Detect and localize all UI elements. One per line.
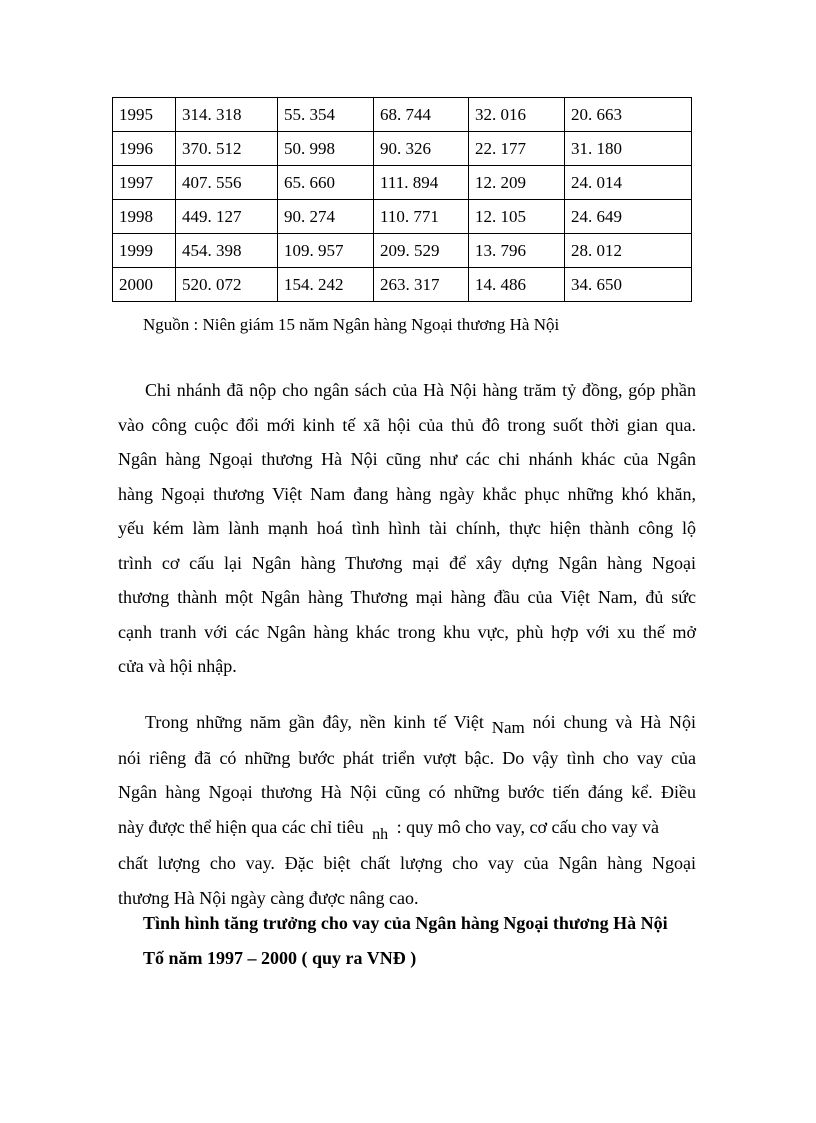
- value-cell: 209. 529: [374, 234, 469, 268]
- value-cell: 154. 242: [278, 268, 374, 302]
- section-heading: Tình hình tăng trưởng cho vay của Ngân hàng Ngoại thương Hà Nội: [143, 913, 668, 933]
- value-cell: 314. 318: [176, 98, 278, 132]
- value-cell: 34. 650: [565, 268, 692, 302]
- value-cell: 520. 072: [176, 268, 278, 302]
- paragraph-line: cạnh tranh với các Ngân hàng khác trong khu vực, phù hợp với xu thế mở: [118, 621, 696, 642]
- paragraph-2: [118, 705, 696, 915]
- paragraph-line: [118, 705, 696, 741]
- value-cell: 12. 105: [469, 200, 565, 234]
- table-source-note: Nguồn : Niên giám 15 năm Ngân hàng Ngoại thương Hà Nội: [143, 315, 560, 334]
- paragraph-line: cửa và hội nhập.: [118, 656, 237, 676]
- value-cell: 68. 744: [374, 98, 469, 132]
- year-cell: 1995: [113, 98, 176, 132]
- value-cell: 407. 556: [176, 166, 278, 200]
- paragraph-line: Ngân hàng Ngoại thương Hà Nội cũng có những bước tiến đáng kể. Điều: [118, 782, 696, 802]
- text-run: : quy mô cho vay, cơ cấu cho vay và: [396, 816, 659, 837]
- value-cell: 109. 957: [278, 234, 374, 268]
- value-cell: 28. 012: [565, 234, 692, 268]
- value-cell: 454. 398: [176, 234, 278, 268]
- paragraph-line: Ngân hàng Ngoại thương Hà Nội cũng như các chi nhánh khác của Ngân: [118, 449, 696, 469]
- value-cell: 90. 274: [278, 200, 374, 234]
- table-row: [113, 234, 692, 268]
- paragraph-line: thương thành một Ngân hàng Thương mại hàng đầu của Việt Nam, đủ sức: [118, 587, 696, 607]
- value-cell: 55. 354: [278, 98, 374, 132]
- value-cell: 13. 796: [469, 234, 565, 268]
- value-cell: 50. 998: [278, 132, 374, 166]
- year-cell: 1998: [113, 200, 176, 234]
- value-cell: 110. 771: [374, 200, 469, 234]
- table-row: [113, 200, 692, 234]
- paragraph-line: thương Hà Nội ngày càng được nâng cao.: [118, 887, 419, 908]
- value-cell: 65. 660: [278, 166, 374, 200]
- value-cell: 370. 512: [176, 132, 278, 166]
- table-row: [113, 132, 692, 166]
- value-cell: 24. 649: [565, 200, 692, 234]
- value-cell: 22. 177: [469, 132, 565, 166]
- text-run: nói chung và Hà Nội: [532, 712, 697, 732]
- data-table: [112, 97, 692, 302]
- section-heading-subline: Tố năm 1997 – 2000 ( quy ra VNĐ ): [143, 948, 417, 968]
- paragraph-line: trình cơ cấu lại Ngân hàng Thương mại để xây dựng Ngân hàng Ngoại: [118, 552, 696, 573]
- text-run: nh: [372, 825, 389, 843]
- value-cell: 449. 127: [176, 200, 278, 234]
- value-cell: 20. 663: [565, 98, 692, 132]
- value-cell: 111. 894: [374, 166, 469, 200]
- value-cell: 24. 014: [565, 166, 692, 200]
- table-row: [113, 166, 692, 200]
- value-cell: 31. 180: [565, 132, 692, 166]
- paragraph-line: [118, 810, 696, 847]
- table-row: [113, 98, 692, 132]
- paragraph-line: hàng Ngoại thương Việt Nam đang hàng ngày khắc phục những khó khăn,: [118, 483, 696, 504]
- year-cell: 1996: [113, 132, 176, 166]
- year-cell: 1999: [113, 234, 176, 268]
- text-run: Nam: [491, 718, 525, 737]
- paragraph-line: vào công cuộc đổi mới kinh tế xã hội của thủ đô trong suốt thời gian qua.: [118, 414, 696, 435]
- table-body: [113, 98, 692, 302]
- year-cell: 1997: [113, 166, 176, 200]
- paragraph-line: nói riêng đã có những bước phát triển vượt bậc. Do vậy tình cho vay của: [118, 747, 696, 768]
- paragraph-line: Chi nhánh đã nộp cho ngân sách của Hà Nội hàng trăm tỷ đồng, góp phần: [145, 380, 696, 400]
- text-run: này được thể hiện qua các chỉ tiêu: [118, 816, 364, 837]
- value-cell: 32. 016: [469, 98, 565, 132]
- value-cell: 90. 326: [374, 132, 469, 166]
- value-cell: 14. 486: [469, 268, 565, 302]
- table-row: [113, 268, 692, 302]
- text-run: Trong những năm gần đây, nền kinh tế Việt: [145, 712, 484, 732]
- paragraph-1: [118, 373, 696, 684]
- value-cell: 263. 317: [374, 268, 469, 302]
- paragraph-line: yếu kém làm lành mạnh hoá tình hình tài chính, thực hiện thành công lộ: [118, 518, 696, 538]
- paragraph-line: chất lượng cho vay. Đặc biệt chất lượng cho vay của Ngân hàng Ngoại: [118, 853, 696, 873]
- value-cell: 12. 209: [469, 166, 565, 200]
- year-cell: 2000: [113, 268, 176, 302]
